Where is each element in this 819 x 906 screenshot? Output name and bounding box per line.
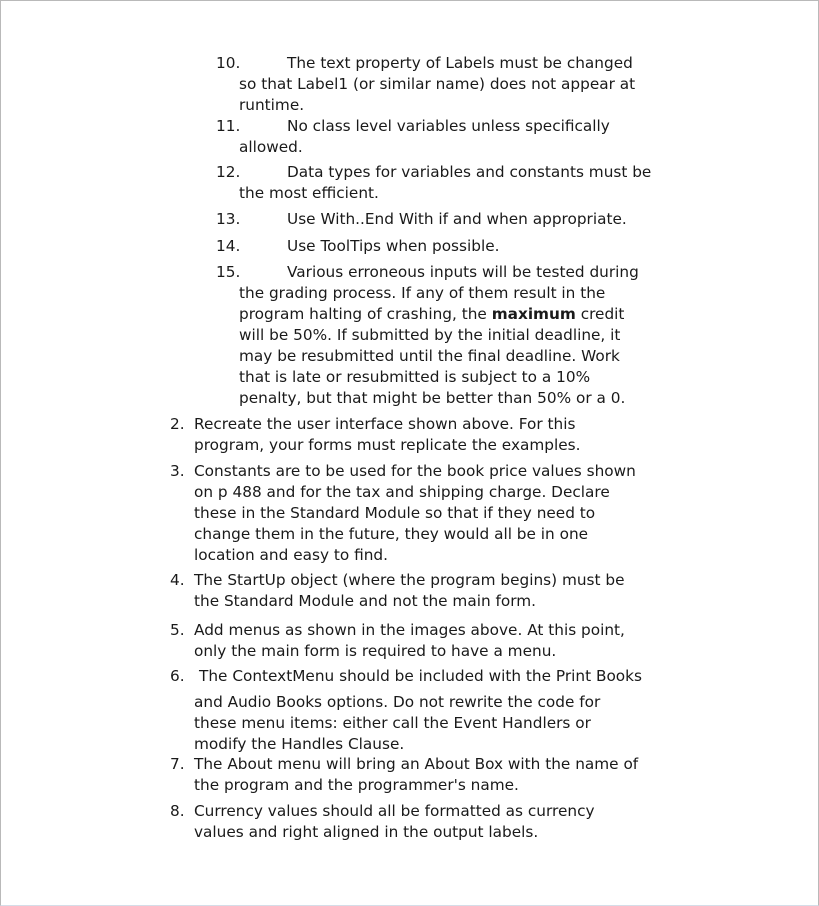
- item-number: 4.: [170, 571, 185, 589]
- subitem-number: 14.: [216, 237, 241, 255]
- item-number: 8.: [170, 802, 185, 820]
- subitem-text: No class level variables unless specifically: [287, 117, 610, 135]
- subitem-text: program halting of crashing, the maximum credit: [239, 305, 625, 323]
- subitem-number: 13.: [216, 210, 241, 228]
- item-number: 6.: [170, 667, 185, 685]
- item-text: on p 488 and for the tax and shipping charge. Declare: [194, 483, 610, 501]
- item-number: 3.: [170, 462, 185, 480]
- item-number: 7.: [170, 755, 185, 773]
- subitem-text: the grading process. If any of them result in the: [239, 284, 606, 302]
- item-text: Add menus as shown in the images above. At this point,: [194, 621, 625, 639]
- subitem-text: The text property of Labels must be changed: [287, 54, 633, 72]
- subitem-number: 11.: [216, 117, 241, 135]
- subitem-text: will be 50%. If submitted by the initial deadline, it: [239, 326, 621, 344]
- item-text: modify the Handles Clause.: [194, 735, 405, 753]
- item-text: the program and the programmer's name.: [194, 776, 519, 794]
- item-text: The StartUp object (where the program begins) must be: [194, 571, 625, 589]
- subitem-number: 12.: [216, 163, 241, 181]
- subitem-text: the most efficient.: [239, 184, 379, 202]
- item-text: Recreate the user interface shown above. For this: [194, 415, 576, 433]
- subitem-text: runtime.: [239, 96, 305, 114]
- item-text: these in the Standard Module so that if they need to: [194, 504, 596, 522]
- subitem-number: 15.: [216, 263, 241, 281]
- subitem-text: Use ToolTips when possible.: [287, 237, 500, 255]
- item-number: 2.: [170, 415, 185, 433]
- subitem-text: penalty, but that might be better than 50% or a 0.: [239, 389, 626, 407]
- subitem-text: may be resubmitted until the final deadline. Work: [239, 347, 620, 365]
- item-text: the Standard Module and not the main form.: [194, 592, 537, 610]
- subitem-text: so that Label1 (or similar name) does not appear at: [239, 75, 636, 93]
- subitem-text: that is late or resubmitted is subject to a 10%: [239, 368, 591, 386]
- item-text: only the main form is required to have a menu.: [194, 642, 557, 660]
- item-text: these menu items: either call the Event Handlers or: [194, 714, 591, 732]
- item-text: location and easy to find.: [194, 546, 388, 564]
- subitem-text: allowed.: [239, 138, 303, 156]
- item-text: The About menu will bring an About Box with the name of: [194, 755, 639, 773]
- item-text: Currency values should all be formatted as currency: [194, 802, 595, 820]
- subitem-number: 10.: [216, 54, 241, 72]
- item-text: values and right aligned in the output labels.: [194, 823, 539, 841]
- item-text: The ContextMenu should be included with the Print Books: [199, 667, 642, 685]
- item-text: change them in the future, they would all be in one: [194, 525, 589, 543]
- item-text: Constants are to be used for the book price values shown: [194, 462, 636, 480]
- item-number: 5.: [170, 621, 185, 639]
- item-text: and Audio Books options. Do not rewrite the code for: [194, 693, 601, 711]
- bold-emphasis: maximum: [491, 305, 576, 323]
- item-text: program, your forms must replicate the examples.: [194, 436, 581, 454]
- subitem-text: Data types for variables and constants must be: [287, 163, 652, 181]
- subitem-text: Various erroneous inputs will be tested during: [287, 263, 639, 281]
- subitem-text: Use With..End With if and when appropriate.: [287, 210, 627, 228]
